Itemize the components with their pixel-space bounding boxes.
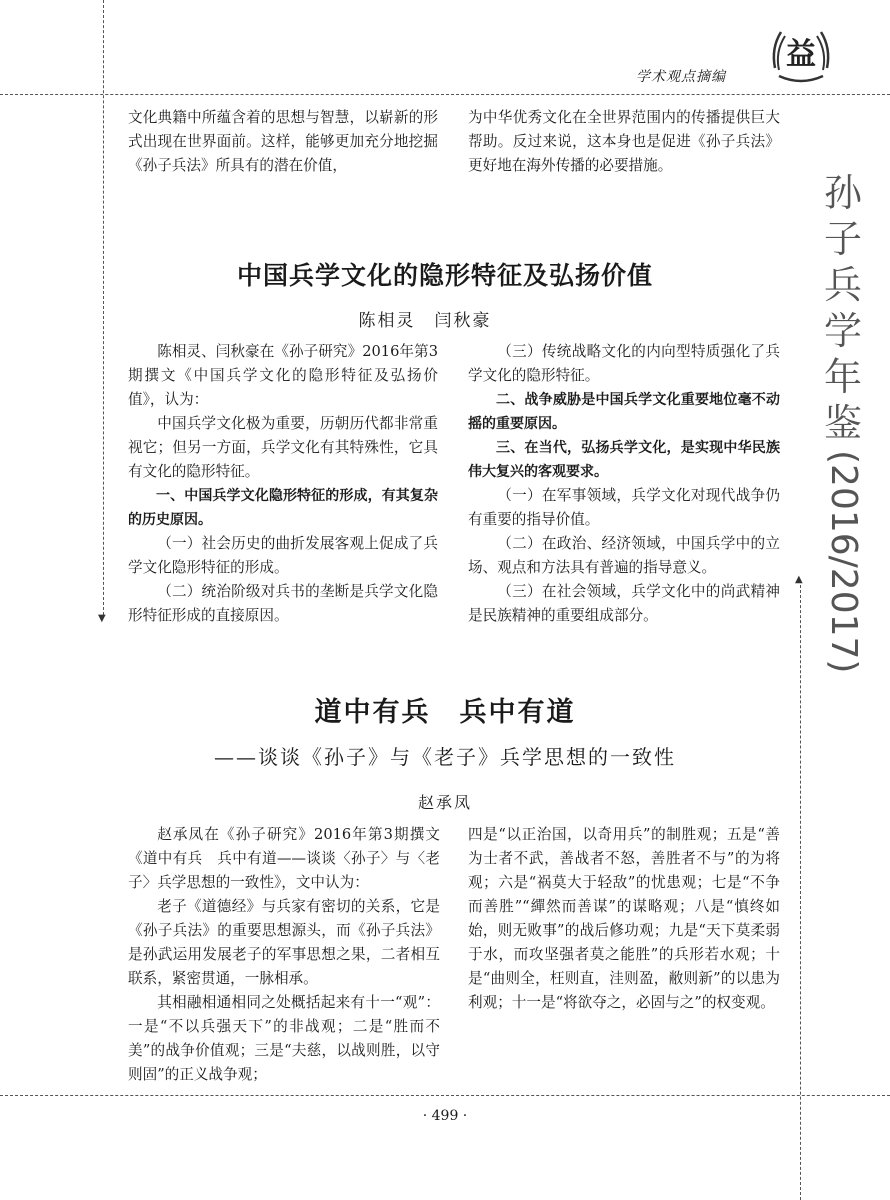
- down-arrow-icon: ▼: [98, 613, 106, 624]
- paragraph: 陈相灵、闫秋豪在《孙子研究》2016年第3期撰文《中国兵学文化的隐形特征及弘扬价值》，认为：: [128, 343, 438, 408]
- article2-subtitle: ——谈谈《孙子》与《老子》兵学思想的一致性: [214, 745, 676, 769]
- footer-rule: [0, 1095, 890, 1096]
- article2-authors: 赵承凤: [417, 793, 472, 812]
- article1-right-column: [468, 340, 780, 628]
- section-heading: 二、战争威胁是中国兵学文化重要地位毫不动摇的重要原因。: [468, 392, 780, 432]
- paragraph: （三）传统战略文化的内向型特质强化了兵学文化的隐形特征。: [468, 343, 780, 384]
- section-label: 学术观点摘编: [636, 69, 726, 85]
- side-title-char: 学: [823, 309, 862, 353]
- yearbook-side-title: [813, 170, 873, 673]
- article2-title: 道中有兵 兵中有道: [314, 697, 576, 728]
- yearbook-logo-icon: [765, 18, 837, 90]
- yearbook-year: (2016/2017): [823, 450, 864, 674]
- side-title-char: 兵: [823, 263, 862, 307]
- side-title-char: 孙: [823, 171, 862, 215]
- article1-left-column: [128, 340, 438, 628]
- side-title-char: 鉴: [823, 401, 862, 445]
- section-heading: 三、在当代，弘扬兵学文化，是实现中华民族伟大复兴的客观要求。: [468, 440, 780, 480]
- side-title-char: 子: [823, 217, 862, 261]
- paragraph: （一）在军事领域，兵学文化对现代战争仍有重要的指导价值。: [468, 487, 780, 528]
- logo-text: 益: [786, 37, 816, 72]
- top-left-paragraph: 文化典籍中所蕴含着的思想与智慧，以崭新的形式出现在世界面前。这样，能够更加充分地挖掘《孙子兵法》所具有的潜在价值，: [128, 109, 438, 174]
- page-number: · 499 ·: [422, 1108, 468, 1124]
- article1-title: 中国兵学文化的隐形特征及弘扬价值: [236, 261, 653, 290]
- paragraph: 赵承凤在《孙子研究》2016年第3期撰文《道中有兵 兵中有道——谈谈〈孙子〉与〈老子〉兵学思想的一致性》，文中认为：: [128, 826, 440, 891]
- article2-right-column: [468, 823, 780, 1015]
- paragraph: 中国兵学文化极为重要，历朝历代都非常重视它；但另一方面，兵学文化有其特殊性，它具有文化的隐形特征。: [128, 415, 438, 480]
- up-arrow-icon: ▲: [795, 574, 803, 585]
- paragraph: 其相融相通相同之处概括起来有十一“观”：一是“不以兵强天下”的非战观；二是“胜而不美”的战争价值观；三是“夫慈，以战则胜，以守则固”的正义战争观；: [128, 994, 440, 1083]
- paragraph: 老子《道德经》与兵家有密切的关系，它是《孙子兵法》的重要思想源头，而《孙子兵法》是孙武运用发展老子的军事思想之果，二者相互联系，紧密贯通，一脉相承。: [128, 898, 440, 987]
- top-right-paragraph: 为中华优秀文化在全世界范围内的传播提供巨大帮助。反过来说，这本身也是促进《孙子兵法》更好地在海外传播的必要措施。: [468, 109, 780, 174]
- article2-left-column: [128, 823, 440, 1087]
- paragraph: （三）在社会领域，兵学文化中的尚武精神是民族精神的重要组成部分。: [468, 583, 780, 624]
- paragraph: （二）统治阶级对兵书的垄断是兵学文化隐形特征形成的直接原因。: [128, 583, 438, 624]
- paragraph: （一）社会历史的曲折发展客观上促成了兵学文化隐形特征的形成。: [128, 535, 438, 576]
- section-heading: 一、中国兵学文化隐形特征的形成，有其复杂的历史原因。: [128, 488, 438, 528]
- header-rule: [0, 94, 890, 95]
- paragraph: 四是“以正治国，以奇用兵”的制胜观；五是“善为士者不武，善战者不怒，善胜者不与”的为将观；六是“祸莫大于轻敌”的忧患观；七是“不争而善胜”“繟然而善谋”的谋略观；八是“慎终如始，则无败事”的战后修功观；九是“天下莫柔弱于水，而攻坚强者莫之能胜”的兵形若水观；十是“曲则全，枉则直，洼则盈，敝则新”的以患为利观；十一是“将欲夺之，必固与之”的权变观。: [468, 826, 780, 1011]
- article1-authors: 陈相灵 闫秋豪: [358, 311, 492, 331]
- side-title-char: 年: [823, 355, 862, 399]
- paragraph: （二）在政治、经济领域，中国兵学中的立场、观点和方法具有普遍的指导意义。: [468, 535, 780, 576]
